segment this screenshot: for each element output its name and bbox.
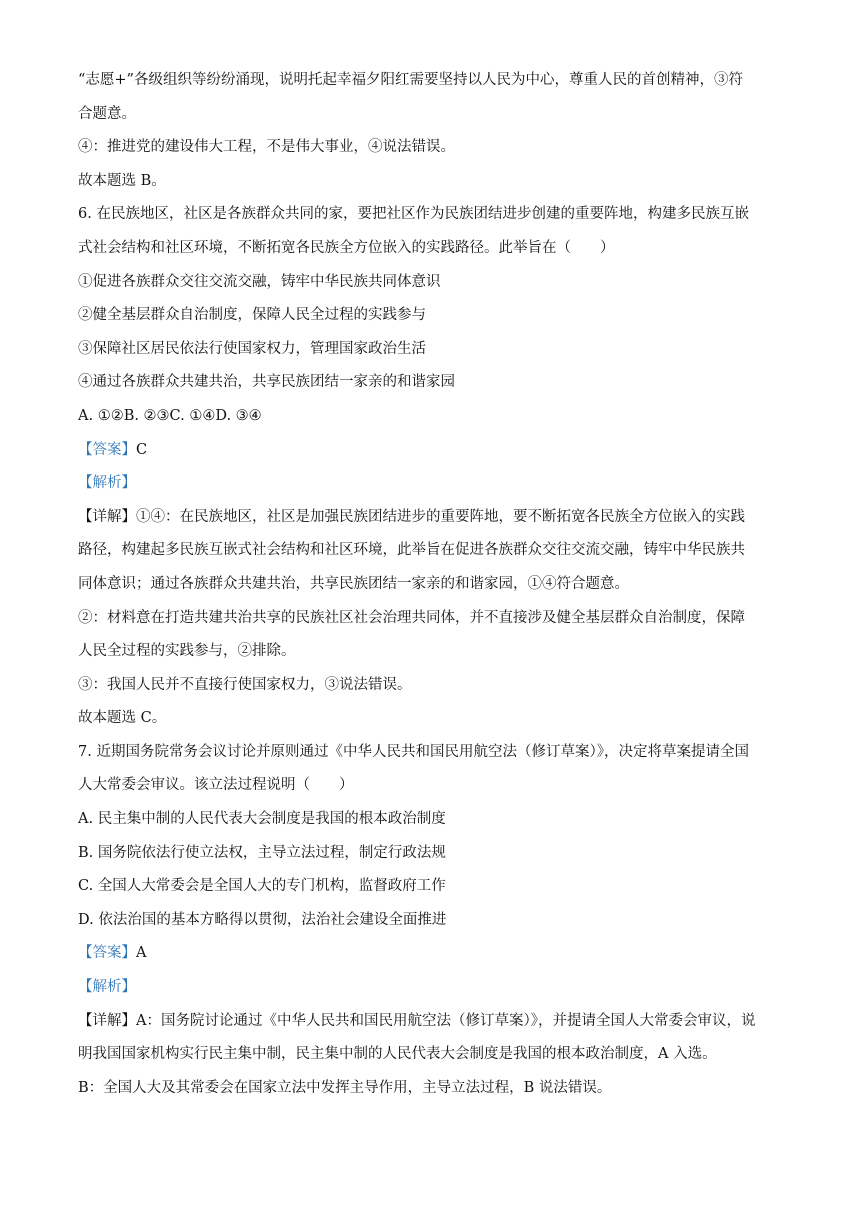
q7-analysis-tag: 【解析】 — [78, 979, 136, 996]
q7-detail-line-1: 【详解】A：国务院讨论通过《中华人民共和国民用航空法（修订草案）》，并提请全国人大常委会审议，说 — [78, 1012, 756, 1029]
q5-analysis-line-3: ④：推进党的建设伟大工程，不是伟大事业，④说法错误。 — [78, 139, 455, 156]
q6-conclusion: 故本题选 C。 — [78, 710, 167, 727]
q7-option-d: D. 依法治国的基本方略得以贯彻，法治社会建设全面推进 — [78, 911, 447, 928]
q7-stem-line-1: 7. 近期国务院常务会议讨论并原则通过《中华人民共和国民用航空法（修订草案）》，决定将草案提请全国 — [78, 743, 749, 760]
q6-answer-value: C — [136, 441, 148, 458]
q6-detail-line-1: 【详解】①④：在民族地区，社区是加强民族团结进步的重要阵地，要不断拓宽各民族全方位嵌入的实践 — [78, 508, 745, 525]
q5-conclusion: 故本题选 B。 — [78, 172, 166, 189]
q6-detail-line-2: 路径，构建起多民族互嵌式社会结构和社区环境，此举旨在促进各族群众交往交流交融，铸牢中华民族共 — [78, 542, 745, 559]
q6-detail-line-5: 人民全过程的实践参与，②排除。 — [78, 643, 296, 660]
q6-detail-line-4: ②：材料意在打造共建共治共享的民族社区社会治理共同体，并不直接涉及健全基层群众自治制度，保障 — [78, 609, 745, 626]
q6-stem-line-2: 式社会结构和社区环境，不断拓宽各民族全方位嵌入的实践路径。此举旨在（ ） — [78, 239, 615, 256]
q6-statement-1: ①促进各族群众交往交流交融，铸牢中华民族共同体意识 — [78, 273, 441, 290]
q7-option-c: C. 全国人大常委会是全国人大的专门机构，监督政府工作 — [78, 878, 446, 895]
q7-answer-value: A — [136, 945, 147, 962]
q6-answer-tag: 【答案】 — [78, 441, 136, 458]
q7-stem-line-2: 人大常委会审议。该立法过程说明（ ） — [78, 777, 354, 794]
q7-analysis-heading — [78, 971, 784, 1005]
q7-answer-tag: 【答案】 — [78, 945, 136, 962]
q7-option-a: A. 民主集中制的人民代表大会制度是我国的根本政治制度 — [78, 811, 446, 828]
q5-analysis-line-1: “志愿+”各级组织等纷纷涌现，说明托起幸福夕阳红需要坚持以人民为中心，尊重人民的首创精神，③符 — [78, 72, 743, 88]
q7-answer — [78, 937, 784, 971]
q6-detail-line-3: 同体意识；通过各族群众共建共治，共享民族团结一家亲的和谐家园，①④符合题意。 — [78, 575, 629, 592]
document-page — [78, 64, 784, 1105]
q7-detail-line-3: B：全国人大及其常委会在国家立法中发挥主导作用，主导立法过程，B 说法错误。 — [78, 1079, 612, 1096]
q7-option-b: B. 国务院依法行使立法权，主导立法过程，制定行政法规 — [78, 844, 446, 861]
q6-stem-line-1: 6. 在民族地区，社区是各族群众共同的家，要把社区作为民族团结进步创建的重要阵地，构建多民族互嵌 — [78, 206, 749, 223]
q5-analysis-line-2: 合题意。 — [78, 105, 136, 122]
q6-detail-line-6: ③：我国人民并不直接行使国家权力，③说法错误。 — [78, 676, 412, 693]
q6-answer — [78, 434, 784, 468]
q6-statement-4: ④通过各族群众共建共治，共享民族团结一家亲的和谐家园 — [78, 374, 455, 391]
q6-analysis-heading — [78, 467, 784, 501]
q6-choices: A. ①②B. ②③C. ①④D. ③④ — [78, 407, 262, 424]
q7-detail-line-2: 明我国国家机构实行民主集中制，民主集中制的人民代表大会制度是我国的根本政治制度，A 入选。 — [78, 1046, 717, 1063]
q6-statement-2: ②健全基层群众自治制度，保障人民全过程的实践参与 — [78, 307, 426, 324]
q6-statement-3: ③保障社区居民依法行使国家权力，管理国家政治生活 — [78, 340, 426, 357]
q6-analysis-tag: 【解析】 — [78, 475, 136, 492]
